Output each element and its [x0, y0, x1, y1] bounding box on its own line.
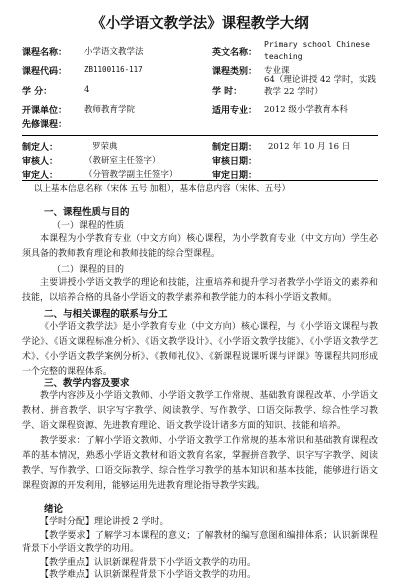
section-1-1-paragraph: 本课程为小学教育专业（中文方向）核心课程，为小学教育专业（中文方向）学生必须具备的教师教育理论和教师技能的综合型课程。 [22, 234, 378, 259]
intro-title: 绪论 [44, 504, 64, 515]
approver-value: （分管教学副主任签字） [84, 170, 178, 180]
section-1-title: 一、课程性质与目的 [44, 207, 130, 218]
course-type-label: 课程类别： [212, 67, 258, 77]
section-3-paragraph-1: 教学内容涉及小学语文教师、小学语文教学工作常规、基础教育课程改革、小学语文教材、拼音教学、识字写字教学、阅读教学、写作教学、口语交际教学、综合性学习教学、语文课程资源、先进教育理论、语文教学设计诸多方面的知识、技能和培养。 [22, 391, 378, 431]
section-1-2-title: （二）课程的目的 [52, 265, 125, 275]
reviewer-value: （教研室主任签字） [84, 156, 161, 166]
section-3-paragraph-2: 教学要求：了解小学语文教师、小学语文教学工作常规的基本常识和基础教育课程改革的基本情况，熟悉小学语文教材和语文教育名家，掌握拼音教学、识字写字教学、阅读教学、写作教学、口语交际教学、综合性学习教学的基本知识和基本技能，能够进行语文课程资源的开发利用，能够运用先进教育理论指导教学实践。 [22, 436, 378, 491]
credit-label: 学 分： [22, 87, 53, 97]
credit-value: 4 [84, 85, 90, 95]
hours-label: 学 时： [212, 87, 243, 97]
section-2-paragraph: 《小学语文教学法》是小学教育专业（中文方向）核心课程，与《小学语文课程与教学论》、《语文课程标准分析》、《语文教学设计》、《小学语文教学技能》、《小学语文教学艺术》、《小学语文教学案例分析》、《教师礼仪》、《新课程说课听课与评课》等课程共同形成一个完整的课程体系。 [22, 322, 378, 377]
course-type-value: 专业课 [264, 66, 290, 76]
english-name-label: 英文名称： [212, 48, 258, 58]
section-1-1-title: （一）课程的性质 [52, 221, 125, 231]
reviewer-label: 审核人： [22, 157, 59, 167]
intro-requirements: 【教学要求】了解学习本课程的意义；了解教材的编写意图和编排体系；认识新课程背景下小学语文教学的功用。 [22, 531, 378, 554]
course-name-label: 课程名称： [22, 48, 68, 58]
maker-value: 罗荣典 [92, 142, 118, 152]
review-date-label: 审核日期： [212, 157, 258, 167]
format-note: 以上基本信息名称（宋体 五号 加粗），基本信息内容（宋体、五号） [34, 184, 291, 194]
prerequisite-label: 先修课程： [22, 120, 68, 130]
section-2-title: 二、与相关课程的联系与分工 [44, 309, 168, 320]
target-major-label: 适用专业： [212, 106, 258, 116]
section-1-2-paragraph: 主要讲授小学语文教学的理论和技能，注重培养和提升学习者教学小学语文的素养和技能，以培养合格的具备小学语文的教学素养和教学能力的本科小学语文教师。 [22, 278, 378, 303]
intro-difficulties: 【教学难点】认识新课程背景下小学语文教学的功用。 [40, 570, 257, 580]
department-label: 开课单位： [22, 106, 68, 116]
divider [22, 135, 378, 136]
course-code-value: ZB1100116-117 [84, 65, 143, 74]
maker-label: 制定人： [22, 143, 59, 153]
date-value: 2012 年 10 月 16 日 [268, 142, 351, 152]
intro-key-points: 【教学重点】认识新课程背景下小学语文教学的功用。 [40, 558, 257, 568]
intro-hours: 【学时分配】理论讲授 2 学时。 [40, 517, 169, 527]
approver-label: 审定人： [22, 171, 59, 181]
date-label: 制定日期： [212, 143, 258, 153]
department-value: 教师教育学院 [84, 105, 136, 115]
english-name-value: Primary school Chinese teaching [264, 40, 370, 61]
course-name-value: 小学语文教学法 [84, 47, 144, 57]
divider [22, 180, 378, 181]
section-3-title: 三、教学内容及要求 [44, 378, 130, 389]
document-title: 《小学语文教学法》课程教学大纲 [91, 15, 309, 32]
hours-value: 64（理论讲授 42 学时，实践教学 22 学时） [264, 75, 377, 97]
target-major-value: 2012 级小学教育本科 [264, 105, 348, 115]
approve-date-label: 审定日期： [212, 171, 258, 181]
course-code-label: 课程代码： [22, 67, 68, 77]
